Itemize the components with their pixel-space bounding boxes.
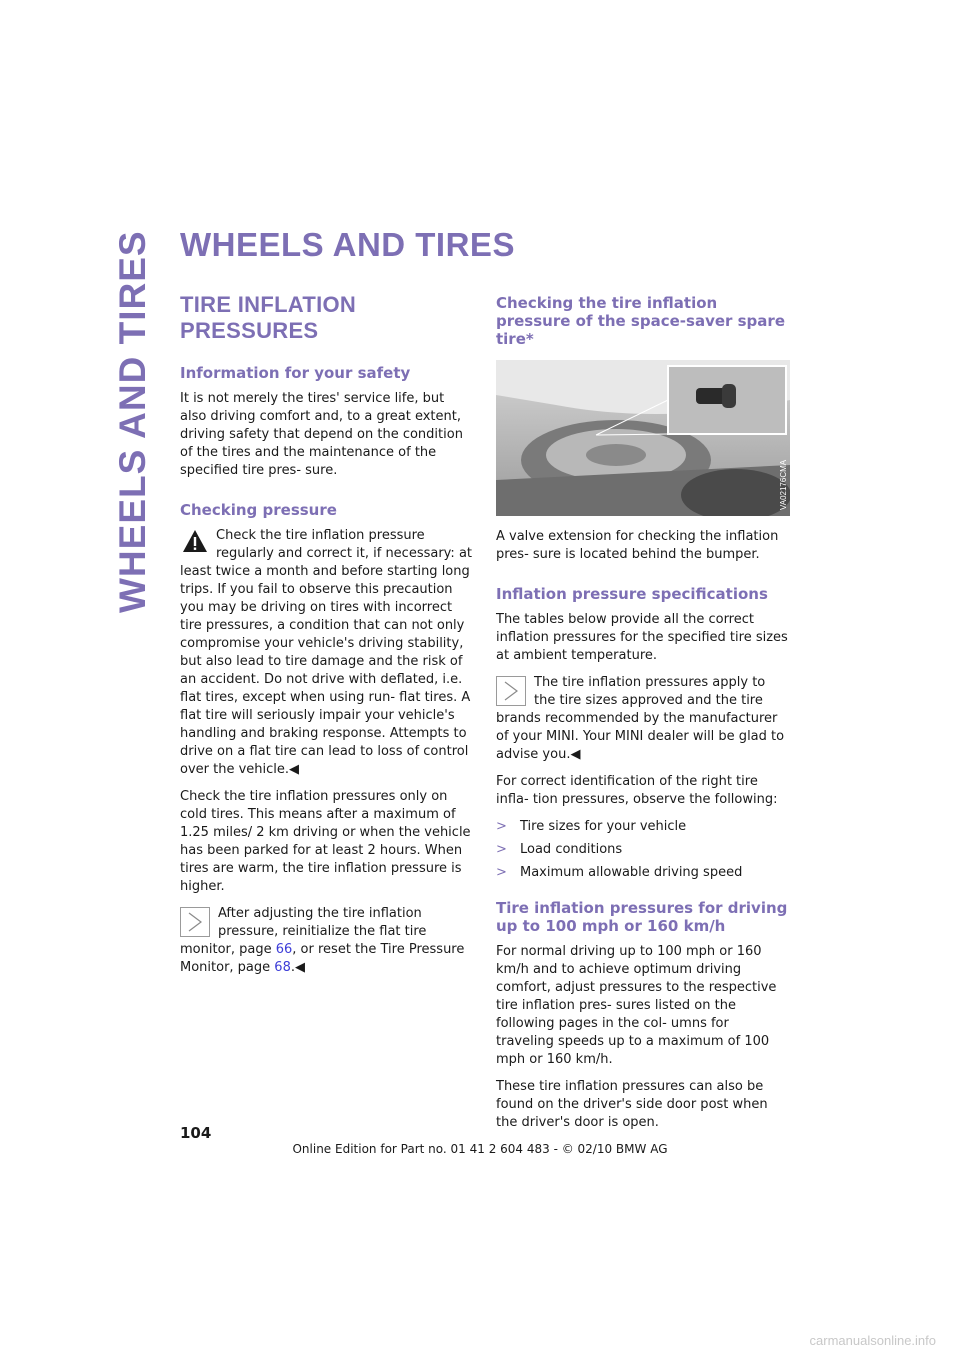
page-number: 104 xyxy=(180,1124,212,1142)
bullet-marker: > xyxy=(496,819,507,834)
spare-tire-valve-photo xyxy=(496,360,790,516)
list-item xyxy=(496,864,788,882)
note-arrow-icon xyxy=(180,907,210,937)
note-text-c: . xyxy=(290,960,295,975)
warning-note xyxy=(180,527,472,779)
cold-tires-text: Check the tire inflation pressures only on cold tires. This means after a maximum of 1.25 miles/ 2 km driving or when the vehicle has been parked for at least 2 hours. When tires are warm, the tire inflation pressure is higher. xyxy=(180,789,471,894)
side-chapter-tab: WHEELS AND TIRES xyxy=(112,230,153,613)
safety-heading: Information for your safety xyxy=(180,364,411,382)
list-item xyxy=(496,818,788,836)
end-mark: ◀ xyxy=(294,960,305,975)
section-title: TIRE INFLATION PRESSURES xyxy=(180,292,357,343)
bullet-marker: > xyxy=(496,842,507,857)
spec-heading: Inflation pressure specifications xyxy=(496,585,768,603)
identification-text: For correct identification of the right tire infla- tion pressures, observe the following: xyxy=(496,774,778,807)
speed-text: For normal driving up to 100 mph or 160 km/h and to achieve optimum driving comfort, adjust pressures to the respective tire inflation pres- sures listed on the following pages in the col- umns for traveling speeds up to a maximum of 100 mph or 160 km/h. xyxy=(496,944,777,1067)
page-link-66[interactable]: 66 xyxy=(275,942,293,957)
spare-tire-heading: Checking the tire inflation pressure of the space-saver spare tire* xyxy=(496,294,785,348)
door-post-text: These tire inflation pressures can also be found on the driver's side door post when the driver's door is open. xyxy=(496,1079,768,1130)
footer-edition: Online Edition for Part no. 01 41 2 604 483 - © 02/10 BMW AG xyxy=(292,1142,668,1156)
end-mark: ◀ xyxy=(289,762,300,777)
note-arrow-icon xyxy=(496,676,526,706)
spec-text: The tables below provide all the correct inflation pressures for the specified tire sizes at ambient temperature. xyxy=(496,612,788,663)
note-text-a: After adjusting the tire inflation pressure, reinitialize the flat tire monitor, page xyxy=(180,906,427,957)
safety-text: It is not merely the tires' service life, but also driving comfort and, to a great extent, driving safety that depend on the condition of the tires and the maintenance of the specified tire pres- sure. xyxy=(180,391,463,478)
list-item-text: Load conditions xyxy=(520,842,623,857)
page-link-68[interactable]: 68 xyxy=(274,960,291,975)
right-column xyxy=(496,294,788,1141)
info-note xyxy=(496,674,788,764)
bullet-marker: > xyxy=(496,865,507,880)
valve-text: A valve extension for checking the inflation pres- sure is located behind the bumper. xyxy=(496,529,779,562)
checking-heading: Checking pressure xyxy=(180,501,337,519)
note-text-b: , or reset the Tire Pressure Monitor, page xyxy=(180,942,465,975)
list-item-text: Tire sizes for your vehicle xyxy=(520,819,687,834)
list-item xyxy=(496,841,788,859)
note-text: The tire inflation pressures apply to the tire sizes approved and the tire brands recommended by the manufacturer of your MINI. Your MINI dealer will be glad to advise you. xyxy=(496,675,785,762)
warning-text: Check the tire inflation pressure regularly and correct it, if necessary: at least twice a month and before starting long trips. If you fail to observe this precaution you may be driving on tires with incorrect tire pressures, a condition that can not only compromise your vehicle's driving stability, but also lead to tire damage and the risk of an accident. Do not drive with deflated, i.e. flat tires, except when using run- flat tires. A flat tire will seriously impair your vehicle's handling and braking response. Attempts to drive on a flat tire can lead to loss of control over the vehicle. xyxy=(180,528,473,777)
speed-heading: Tire inflation pressures for driving up to 100 mph or 160 km/h xyxy=(496,899,788,935)
photo-code: VA02176CMA xyxy=(779,459,788,510)
chapter-title: WHEELS AND TIRES xyxy=(180,226,515,263)
list-item-text: Maximum allowable driving speed xyxy=(520,865,743,880)
watermark: carmanualsonline.info xyxy=(809,1333,936,1348)
bullet-list xyxy=(496,818,788,882)
left-column xyxy=(180,292,472,986)
warning-triangle-icon xyxy=(182,528,208,554)
end-mark: ◀ xyxy=(570,747,581,762)
info-note xyxy=(180,905,472,977)
